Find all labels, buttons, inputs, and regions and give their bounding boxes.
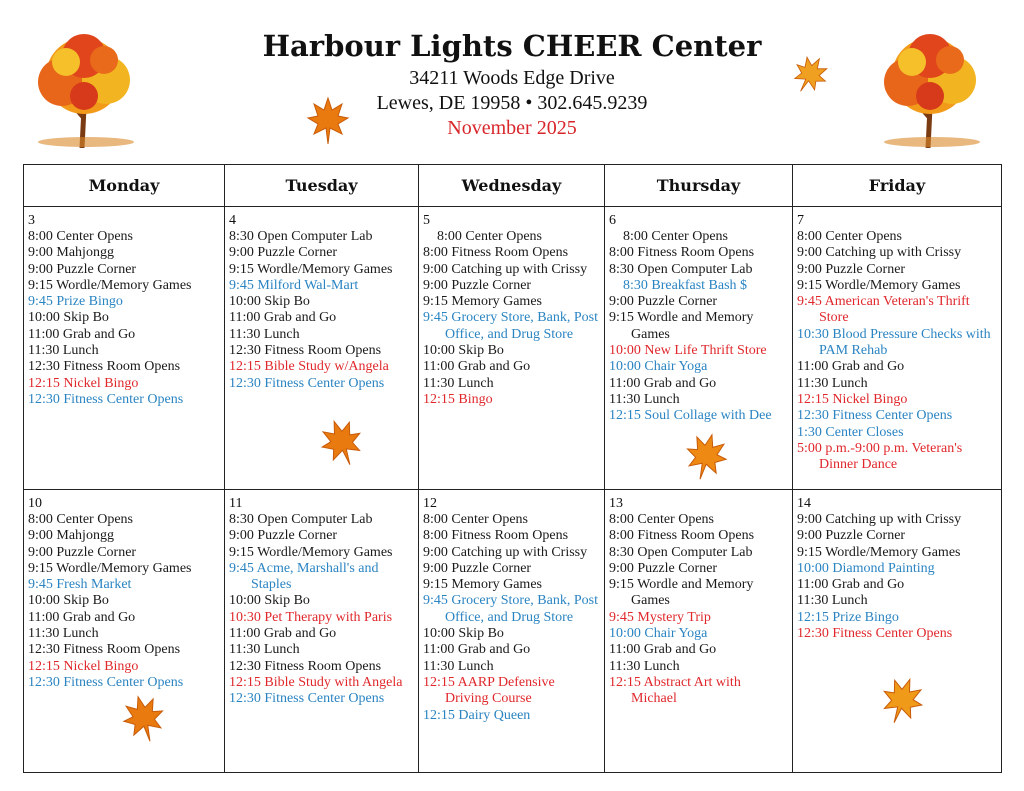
day-number: 6: [609, 213, 616, 228]
weekday-thursday: Thursday: [605, 165, 793, 207]
center-name: Harbour Lights CHEER Center: [262, 29, 762, 63]
event-item: 9:15 Wordle and Memory Games: [609, 577, 754, 609]
event-item: 9:15 Memory Games: [423, 577, 542, 593]
event-item: 12:30 Fitness Room Opens: [28, 642, 181, 658]
weekday-wednesday: Wednesday: [419, 165, 605, 207]
event-item: 10:00 Diamond Painting: [797, 560, 935, 576]
event-item: 9:45 American Veteran's Thrift Store: [797, 294, 970, 326]
event-item: 12:15 Bingo: [423, 391, 493, 407]
event-item: 9:00 Catching up with Crissy: [423, 261, 588, 277]
event-item: 11:00 Grab and Go: [28, 326, 136, 342]
event-item: 12:30 Fitness Center Opens: [28, 674, 184, 690]
event-item: 9:00 Mahjongg: [28, 245, 114, 261]
event-item: 11:00 Grab and Go: [609, 642, 717, 658]
event-item: 11:00 Grab and Go: [423, 642, 531, 658]
event-item: 11:00 Grab and Go: [797, 359, 905, 375]
event-item: 12:30 Fitness Center Opens: [797, 626, 953, 642]
event-item: 8:00 Center Opens: [437, 229, 542, 244]
event-item: 10:00 New Life Thrift Store: [609, 343, 767, 359]
event-item: 10:30 Blood Pressure Checks with PAM Rehab: [797, 326, 991, 359]
calendar-header: [0, 26, 1024, 141]
event-item: 10:00 Skip Bo: [229, 593, 310, 609]
event-item: 11:30 Lunch: [423, 375, 494, 391]
event-item: 8:00 Fitness Room Opens: [609, 528, 755, 544]
event-item: 9:00 Puzzle Corner: [797, 261, 906, 277]
event-item: 8:30 Open Computer Lab: [609, 261, 753, 277]
event-item: 12:15 Bible Study w/Angela: [229, 359, 389, 375]
event-item: 11:00 Grab and Go: [797, 577, 905, 593]
event-item: 10:00 Chair Yoga: [609, 359, 708, 375]
weekday-header-row: [24, 165, 1002, 207]
event-item: 9:45 Fresh Market: [28, 577, 132, 593]
event-item: 9:00 Catching up with Crissy: [797, 245, 962, 261]
event-item: 9:00 Puzzle Corner: [609, 560, 718, 576]
weekday-tuesday: Tuesday: [225, 165, 419, 207]
day-number: 7: [797, 213, 804, 228]
event-item: 12:15 Abstract Art with Michael: [609, 674, 741, 707]
event-item: 11:30 Lunch: [797, 593, 868, 609]
event-item: 12:30 Fitness Center Opens: [797, 408, 953, 424]
event-item: 8:00 Center Opens: [609, 512, 714, 527]
event-item: 8:00 Center Opens: [423, 512, 528, 527]
event-item: 9:00 Puzzle Corner: [28, 261, 137, 277]
event-item: 11:30 Lunch: [609, 658, 680, 674]
event-item: 12:15 AARP Defensive Driving Course: [423, 674, 555, 707]
event-item: 12:15 Prize Bingo: [797, 609, 899, 625]
event-item: 9:00 Catching up with Crissy: [797, 512, 962, 527]
event-item: 12:30 Fitness Room Opens: [229, 658, 382, 674]
event-item: 9:15 Wordle/Memory Games: [229, 261, 393, 277]
event-item: 9:15 Wordle/Memory Games: [797, 544, 961, 560]
event-item: 9:15 Wordle/Memory Games: [797, 277, 961, 293]
event-item: 9:15 Memory Games: [423, 294, 542, 310]
event-item: 8:00 Fitness Room Opens: [609, 245, 755, 261]
event-item: 9:15 Wordle/Memory Games: [28, 277, 192, 293]
event-item: 8:30 Open Computer Lab: [229, 229, 373, 244]
event-item: 9:45 Grocery Store, Bank, Post Office, and Drug Store: [423, 310, 598, 342]
day-number: 13: [609, 496, 623, 511]
maple-leaf-icon: [880, 676, 924, 726]
autumn-tree-icon: [872, 28, 990, 148]
event-item: 9:45 Prize Bingo: [28, 294, 123, 310]
event-item: 10:30 Pet Therapy with Paris: [229, 609, 393, 625]
autumn-tree-icon: [26, 28, 144, 148]
event-item: 12:15 Soul Collage with Dee: [609, 408, 772, 424]
day-number: 4: [229, 213, 236, 228]
day-number: 11: [229, 496, 243, 511]
maple-leaf-icon: [306, 96, 350, 146]
maple-leaf-icon: [320, 418, 364, 468]
event-item: 12:15 Nickel Bingo: [28, 375, 139, 391]
day-cell: [419, 490, 605, 773]
event-item: 8:00 Center Opens: [623, 229, 728, 244]
event-item: 10:00 Skip Bo: [423, 626, 504, 642]
week-row: [24, 490, 1002, 773]
event-item: 12:30 Fitness Center Opens: [229, 375, 385, 391]
event-item: 9:00 Catching up with Crissy: [423, 544, 588, 560]
day-cell: [793, 490, 1002, 773]
day-cell: [24, 207, 225, 490]
event-item: 9:15 Wordle/Memory Games: [229, 544, 393, 560]
week-row: [24, 207, 1002, 490]
day-number: 5: [423, 213, 430, 228]
event-item: 8:00 Fitness Room Opens: [423, 528, 569, 544]
event-item: 11:30 Lunch: [229, 642, 300, 658]
event-item: 9:00 Puzzle Corner: [229, 528, 338, 544]
day-cell: [225, 490, 419, 773]
event-item: 11:30 Lunch: [28, 626, 99, 642]
event-item: 10:00 Chair Yoga: [609, 626, 708, 642]
event-item: 1:30 Center Closes: [797, 424, 904, 440]
event-item: 12:15 Nickel Bingo: [797, 391, 908, 407]
event-item: 9:00 Puzzle Corner: [423, 560, 532, 576]
day-number: 12: [423, 496, 437, 511]
weekday-friday: Friday: [793, 165, 1002, 207]
event-item: 8:00 Center Opens: [28, 229, 133, 244]
street-address: 34211 Woods Edge Drive: [409, 67, 615, 89]
event-item: 10:00 Skip Bo: [28, 310, 109, 326]
event-item: 9:15 Wordle/Memory Games: [28, 560, 192, 576]
weekday-monday: Monday: [24, 165, 225, 207]
event-item: 11:30 Lunch: [423, 658, 494, 674]
event-item: 12:15 Dairy Queen: [423, 707, 531, 723]
month-title: November 2025: [447, 117, 577, 139]
event-item: 8:00 Fitness Room Opens: [423, 245, 569, 261]
event-item: 11:30 Lunch: [609, 391, 680, 407]
maple-leaf-icon: [684, 432, 728, 482]
event-item: 9:45 Grocery Store, Bank, Post Office, and Drug Store: [423, 593, 598, 625]
event-item: 9:45 Milford Wal-Mart: [229, 277, 359, 293]
event-item: 11:00 Grab and Go: [28, 609, 136, 625]
event-item: 12:30 Fitness Room Opens: [28, 359, 181, 375]
event-item: 12:30 Fitness Center Opens: [28, 391, 184, 407]
event-item: 11:30 Lunch: [28, 343, 99, 359]
day-number: 3: [28, 213, 35, 228]
event-item: 8:30 Open Computer Lab: [229, 512, 373, 527]
calendar-grid: [23, 164, 1002, 773]
maple-leaf-icon: [792, 50, 828, 100]
event-item: 8:00 Center Opens: [28, 512, 133, 527]
event-item: 12:30 Fitness Room Opens: [229, 343, 382, 359]
event-item: 9:15 Wordle and Memory Games: [609, 310, 754, 342]
event-item: 9:00 Mahjongg: [28, 528, 114, 544]
event-item: 11:30 Lunch: [229, 326, 300, 342]
day-cell: [793, 207, 1002, 490]
day-cell: [605, 490, 793, 773]
day-number: 14: [797, 496, 811, 511]
event-item: 12:15 Bible Study with Angela: [229, 674, 403, 690]
event-item: 8:00 Center Opens: [797, 229, 902, 244]
event-item: 10:00 Skip Bo: [423, 343, 504, 359]
event-item: 9:45 Mystery Trip: [609, 609, 711, 625]
event-item: 11:30 Lunch: [797, 375, 868, 391]
day-cell: [419, 207, 605, 490]
event-item: 9:00 Puzzle Corner: [609, 294, 718, 310]
event-item: 8:30 Open Computer Lab: [609, 544, 753, 560]
event-item: 9:00 Puzzle Corner: [423, 277, 532, 293]
maple-leaf-icon: [122, 694, 166, 744]
event-item: 12:15 Nickel Bingo: [28, 658, 139, 674]
event-item: 5:00 p.m.-9:00 p.m. Veteran's Dinner Dance: [797, 440, 963, 473]
city-phone: Lewes, DE 19958 • 302.645.9239: [376, 92, 648, 114]
event-item: 8:30 Breakfast Bash $: [623, 277, 748, 293]
event-item: 9:00 Puzzle Corner: [28, 544, 137, 560]
event-item: 10:00 Skip Bo: [28, 593, 109, 609]
event-item: 10:00 Skip Bo: [229, 294, 310, 310]
event-item: 9:00 Puzzle Corner: [797, 528, 906, 544]
event-item: 11:00 Grab and Go: [609, 375, 717, 391]
day-number: 10: [28, 496, 42, 511]
event-item: 11:00 Grab and Go: [423, 359, 531, 375]
event-item: 11:00 Grab and Go: [229, 626, 337, 642]
event-item: 12:30 Fitness Center Opens: [229, 691, 385, 707]
event-item: 9:00 Puzzle Corner: [229, 245, 338, 261]
event-item: 9:45 Acme, Marshall's and Staples: [229, 560, 379, 593]
event-item: 11:00 Grab and Go: [229, 310, 337, 326]
